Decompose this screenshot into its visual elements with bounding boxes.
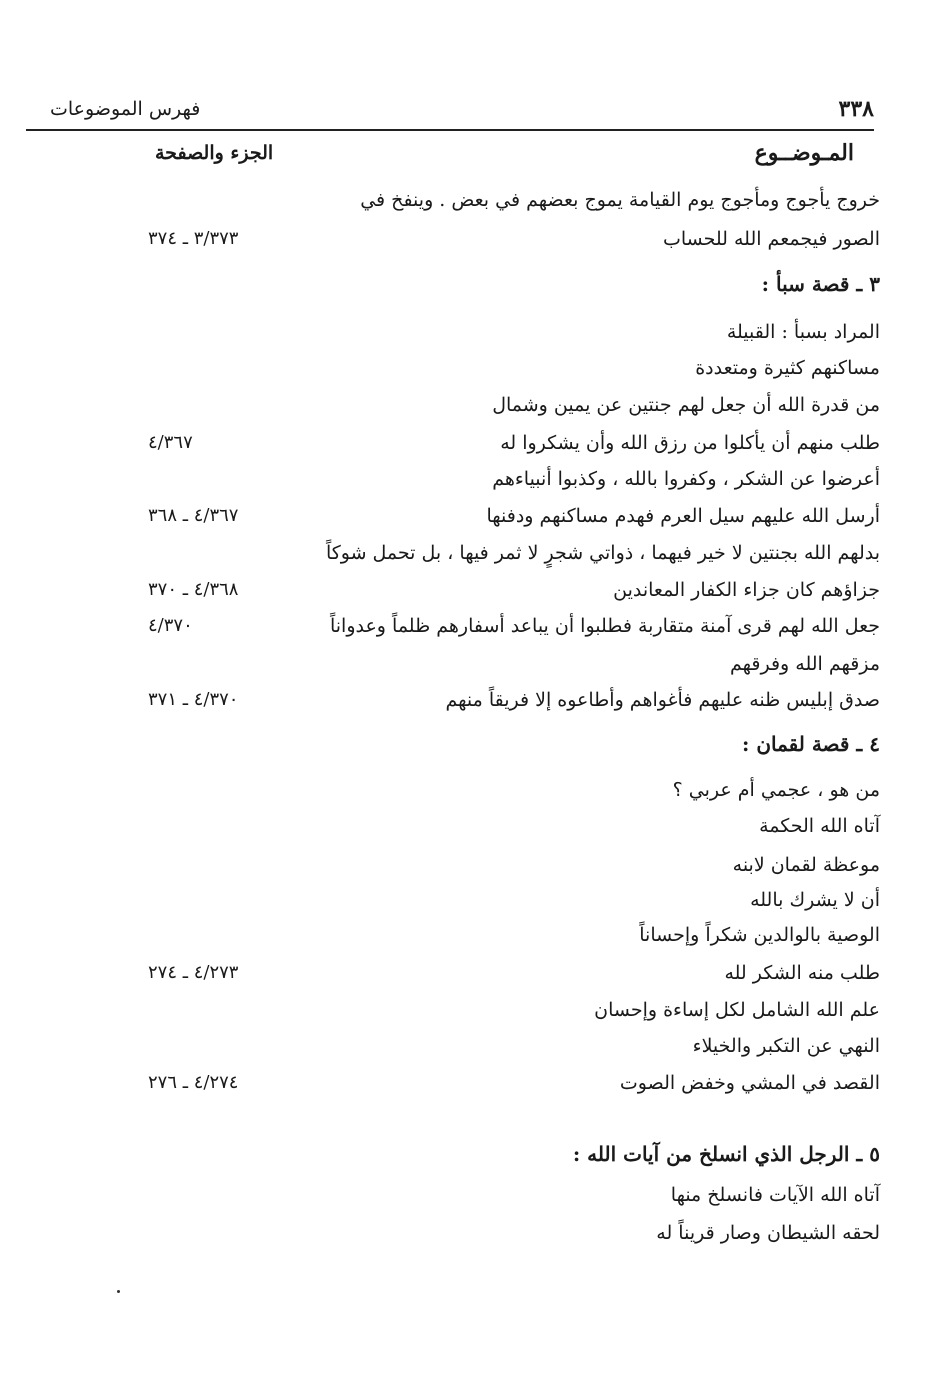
entry-reference: ٤/٣٦٧ xyxy=(148,432,193,453)
entry-reference: ٤/٢٧٣ ـ ٢٧٤ xyxy=(148,962,239,983)
entry-reference: ٤/٣٧٠ ـ ٣٧١ xyxy=(148,689,239,710)
entry-text: جزاؤهم كان جزاء الكفار المعاندين xyxy=(613,579,880,601)
entry-text: أرسل الله عليهم سيل العرم فهدم مساكنهم ودفنها xyxy=(486,505,880,527)
column-headers xyxy=(50,138,874,178)
topic-column-header: المـوضــوع xyxy=(754,140,854,166)
entry-text: آتاه الله الحكمة xyxy=(759,815,880,837)
entry-text: جعل الله لهم قرى آمنة متقاربة فطلبوا أن يباعد أسفارهم ظلماً وعدواناً xyxy=(329,615,880,637)
section-heading: ٤ ـ قصة لقمان : xyxy=(741,732,880,756)
reference-column-header: الجزء والصفحة xyxy=(155,142,274,164)
entry-text: طلب منهم أن يأكلوا من رزق الله وأن يشكروا له xyxy=(500,432,880,454)
entry-text: الوصية بالوالدين شكراً وإحساناً xyxy=(639,924,880,946)
section-heading: ٣ ـ قصة سبأ : xyxy=(761,272,880,296)
entry-text: خروج يأجوج ومأجوج يوم القيامة يموج بعضهم في بعض . وينفخ في xyxy=(360,189,880,211)
entry-text: أعرضوا عن الشكر ، وكفروا بالله ، وكذبوا أنبياءهم xyxy=(492,468,880,490)
entry-text: مزقهم الله وفرقهم xyxy=(730,653,880,675)
entry-reference: ٤/٣٧٠ xyxy=(148,615,193,636)
entry-text: طلب منه الشكر لله xyxy=(724,962,880,984)
entry-text: المراد بسبأ : القبيلة xyxy=(726,321,880,343)
header-rule xyxy=(26,129,874,131)
section-heading: ٥ ـ الرجل الذي انسلخ من آيات الله : xyxy=(572,1142,880,1166)
entry-text: أن لا يشرك بالله xyxy=(750,889,880,911)
entry-text: القصد في المشي وخفض الصوت xyxy=(619,1072,880,1094)
page-number: ٣٣٨ xyxy=(838,96,874,122)
entry-text: لحقه الشيطان وصار قريناً له xyxy=(656,1222,880,1244)
entry-reference: ٤/٢٧٤ ـ ٢٧٦ xyxy=(148,1072,239,1093)
entry-text: الصور فيجمعم الله للحساب xyxy=(662,228,880,250)
entry-text: علم الله الشامل لكل إساءة وإحسان xyxy=(594,999,880,1021)
page-speck xyxy=(117,1290,120,1293)
entry-reference: ٤/٣٦٨ ـ ٣٧٠ xyxy=(148,579,239,600)
entry-reference: ٤/٣٦٧ ـ ٣٦٨ xyxy=(148,505,239,526)
entry-text: موعظة لقمان لابنه xyxy=(732,854,880,876)
entry-text: صدق إبليس ظنه عليهم فأغواهم وأطاعوه إلا فريقاً منهم xyxy=(445,689,880,711)
entry-text: النهي عن التكبر والخيلاء xyxy=(692,1035,880,1057)
entry-text: بدلهم الله بجنتين لا خير فيهما ، ذواتي شجرٍ لا ثمر فيها ، بل تحمل شوكاً xyxy=(325,542,880,564)
running-title: فهرس الموضوعات xyxy=(50,98,201,120)
running-head xyxy=(50,94,874,130)
entry-text: من هو ، عجمي أم عربي ؟ xyxy=(672,779,880,801)
entry-text: مساكنهم كثيرة ومتعددة xyxy=(695,357,880,379)
entry-text: من قدرة الله أن جعل لهم جنتين عن يمين وشمال xyxy=(492,394,880,416)
entry-reference: ٣/٣٧٣ ـ ٣٧٤ xyxy=(148,228,239,249)
entry-text: آتاه الله الآيات فانسلخ منها xyxy=(670,1184,880,1206)
